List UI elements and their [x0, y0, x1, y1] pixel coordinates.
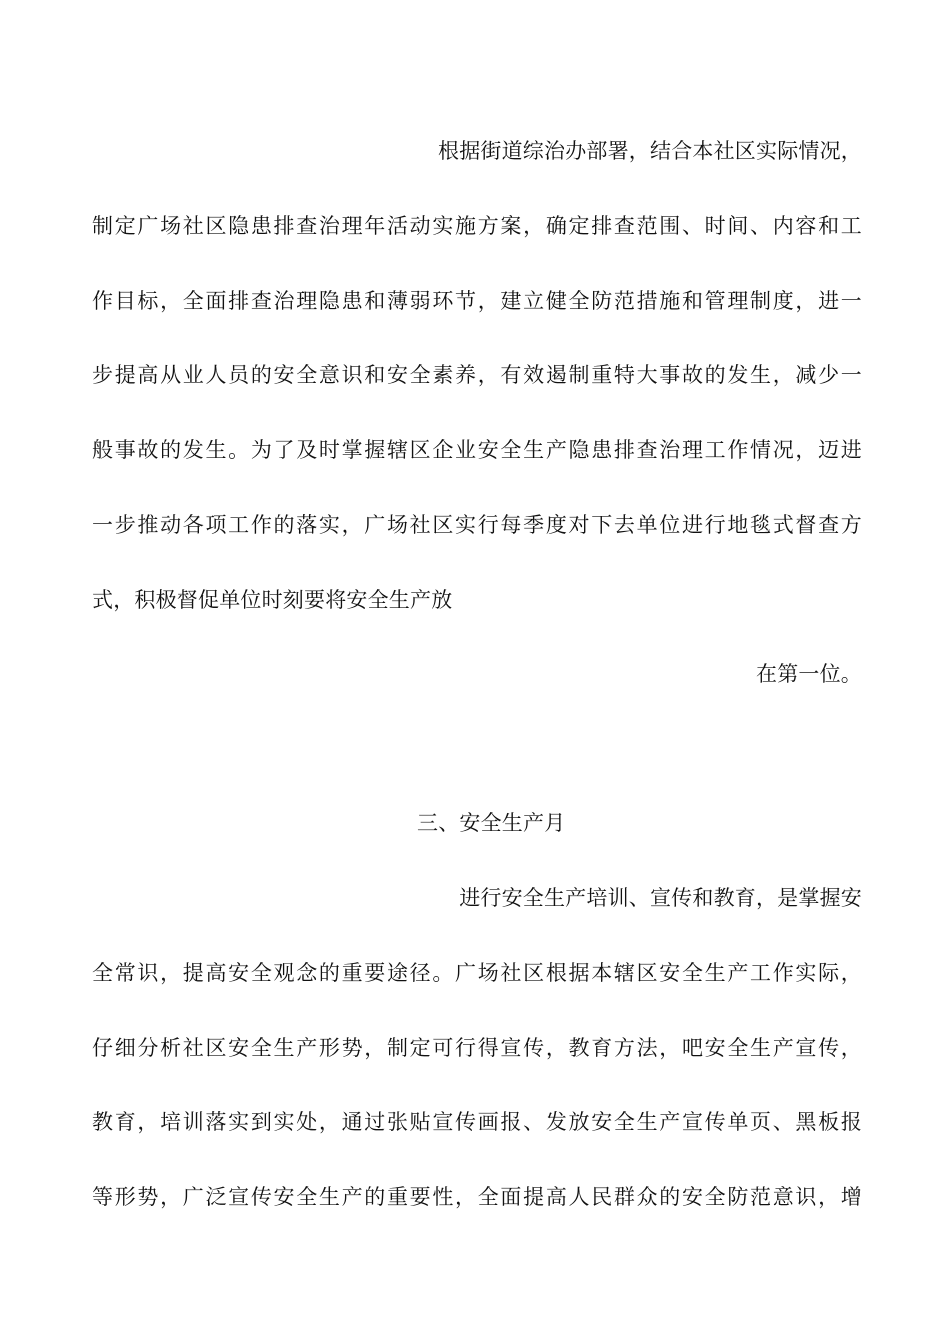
paragraph1-line-2: 制定广场社区隐患排查治理年活动实施方案，确定排查范围、时间、内容和工 [92, 214, 862, 238]
paragraph1-line-4: 步提高从业人员的安全意识和安全素养，有效遏制重特大事故的发生，减少一 [92, 363, 862, 387]
paragraph2-line-1: 进行安全生产培训、宣传和教育，是掌握安 [459, 886, 862, 910]
paragraph2-line-2: 全常识，提高安全观念的重要途径。广场社区根据本辖区安全生产工作实际， [92, 961, 862, 985]
paragraph1-line-7: 式，积极督促单位时刻要将安全生产放 [92, 588, 453, 612]
paragraph2-line-4: 教育，培训落实到实处，通过张贴宣传画报、发放安全生产宣传单页、黑板报 [92, 1110, 862, 1134]
paragraph1-line-8: 在第一位。 [756, 662, 862, 686]
paragraph1-line-6: 一步推动各项工作的落实，广场社区实行每季度对下去单位进行地毯式督查方 [92, 513, 862, 537]
paragraph2-line-5: 等形势，广泛宣传安全生产的重要性，全面提高人民群众的安全防范意识，增 [92, 1185, 862, 1209]
section-heading: 三、安全生产月 [417, 811, 566, 835]
paragraph1-line-1: 根据街道综治办部署，结合本社区实际情况， [438, 139, 862, 163]
paragraph2-line-3: 仔细分析社区安全生产形势，制定可行得宣传，教育方法，吧安全生产宣传， [92, 1036, 862, 1060]
paragraph1-line-5: 般事故的发生。为了及时掌握辖区企业安全生产隐患排查治理工作情况，迈进 [92, 438, 862, 462]
paragraph1-line-3: 作目标，全面排查治理隐患和薄弱环节，建立健全防范措施和管理制度，进一 [92, 289, 862, 313]
